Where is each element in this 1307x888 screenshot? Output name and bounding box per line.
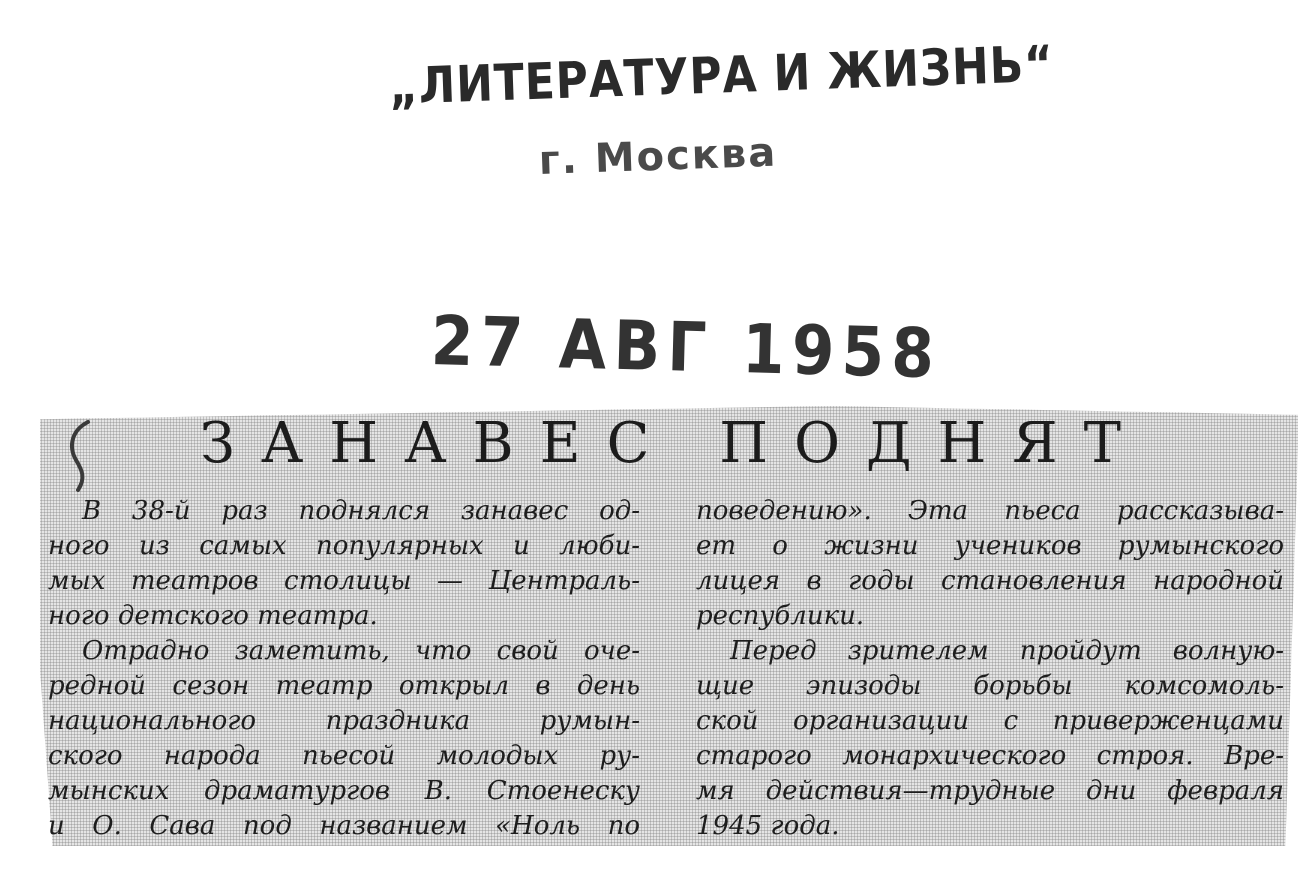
text-line: старого монархического строя. Вре- xyxy=(696,741,1284,771)
text-line: мых театров столицы — Централь- xyxy=(48,566,640,596)
text-line: мя действия—трудные дни февраля xyxy=(696,776,1284,806)
stamp-date: 27 АВГ 1958 xyxy=(429,302,943,395)
article-headline: ЗАНАВЕС ПОДНЯТ xyxy=(200,411,1147,476)
text-line: ет о жизни учеников румынского xyxy=(696,531,1284,561)
text-line: республики. xyxy=(696,601,865,631)
text-line: мынских драматургов В. Стоенеску xyxy=(48,776,640,806)
text-line: ской организации с приверженцами xyxy=(696,706,1284,736)
clipping-service-stamp xyxy=(0,0,1307,400)
text-line: щие эпизоды борьбы комсомоль- xyxy=(696,671,1284,701)
stamp-newspaper-name: „ЛИТЕРАТУРА И ЖИЗНЬ“ xyxy=(388,34,1055,116)
text-line: Отрадно заметить, что свой оче- xyxy=(82,636,640,666)
text-line: Перед зрителем пройдут волную- xyxy=(730,636,1284,666)
text-line: ного из самых популярных и люби- xyxy=(48,531,640,561)
stamp-city: г. Москва xyxy=(538,129,778,184)
text-line: лицея в годы становления народной xyxy=(696,566,1284,596)
text-line: редной сезон театр открыл в день xyxy=(48,671,640,701)
text-line: и О. Сава под названием «Ноль по xyxy=(48,811,640,841)
text-line: национального праздника румын- xyxy=(48,706,640,736)
text-line: ского народа пьесой молодых ру- xyxy=(48,741,640,771)
article-left-column xyxy=(48,494,640,844)
text-line: ного детского театра. xyxy=(48,601,378,631)
text-line: поведению». Эта пьеса рассказыва- xyxy=(696,496,1284,526)
article-right-column xyxy=(696,494,1284,844)
text-line: В 38-й раз поднялся занавес од- xyxy=(82,496,640,526)
text-line: 1945 года. xyxy=(696,811,840,841)
pencil-curl-mark xyxy=(62,416,102,496)
